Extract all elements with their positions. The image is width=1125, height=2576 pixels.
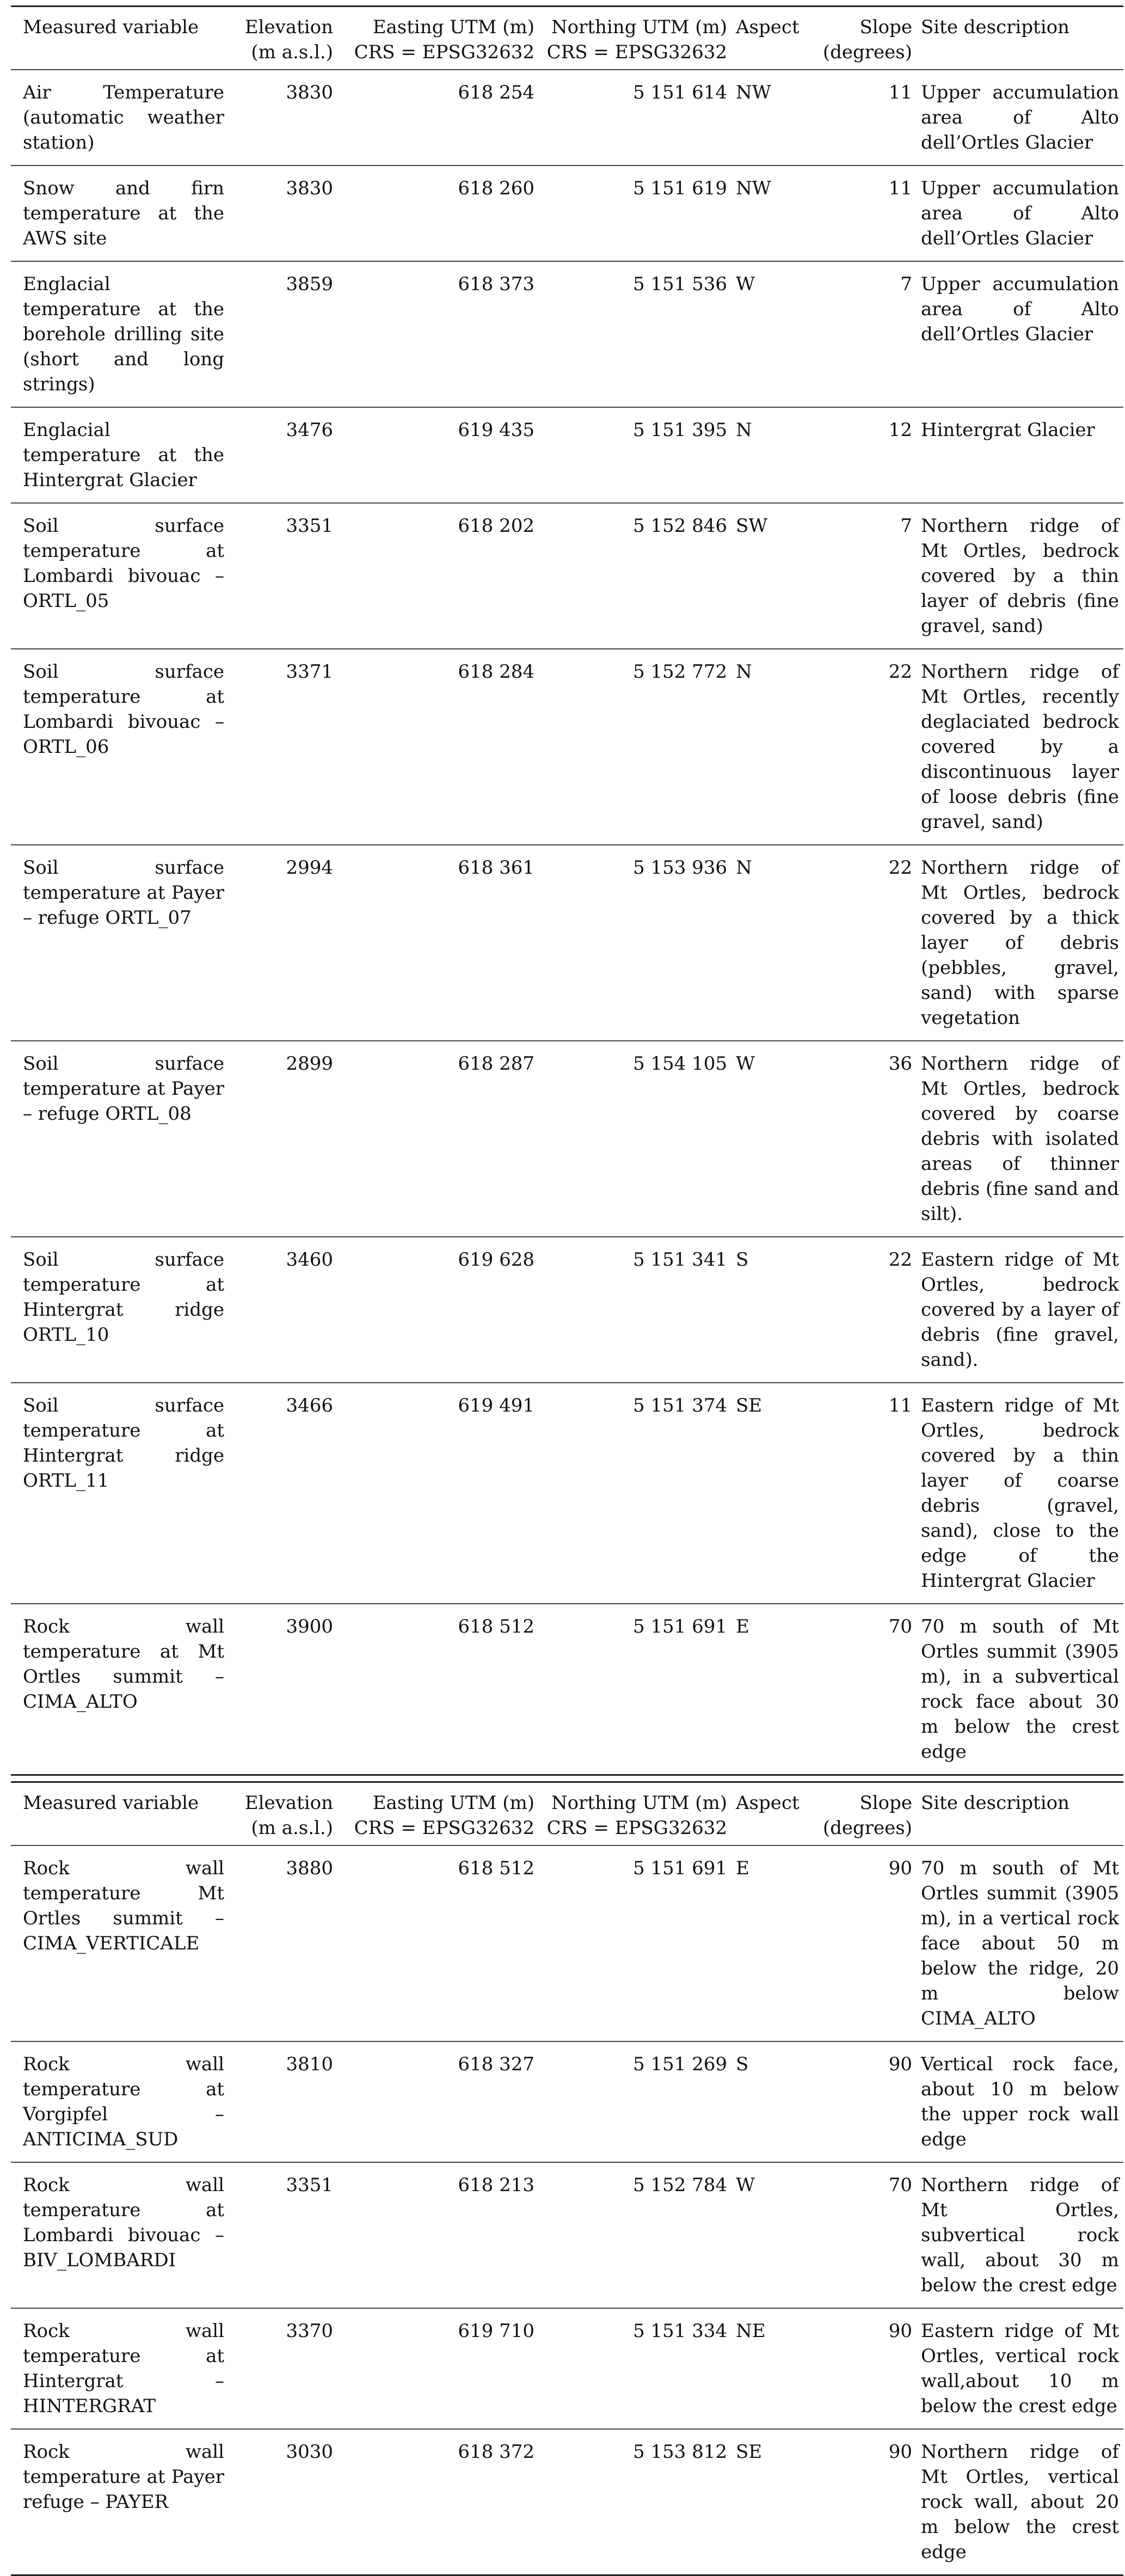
header-measured-variable: Measured variable [23,1792,199,1814]
cell-elevation: 3859 [286,273,333,295]
cell-elevation: 3460 [286,1249,333,1271]
header-elevation: Elevation (m a.s.l.) [244,16,333,63]
header-slope: Slope (degrees) [822,16,912,63]
cell-slope: 7 [900,273,912,295]
cell-easting: 619 435 [458,419,534,441]
cell-elevation: 3900 [286,1616,333,1637]
cell-measured-variable: Rock wall temperature at Mt Ortles summit – CIMA_ALTO [23,1616,224,1713]
header-northing: Northing UTM (m) CRS = EPSG32632 [546,16,727,63]
cell-site-description: Northern ridge of Mt Ortles, bedrock covered by a thick layer of debris (pebbles, gravel, sand) with sparse vegetation [921,857,1119,1029]
table-row [11,1845,1123,2041]
data-table-page [11,5,1125,2576]
cell-measured-variable: Soil surface temperature at Payer – refuge ORTL_07 [23,857,224,929]
cell-northing: 5 151 341 [632,1249,727,1271]
cell-site-description: Northern ridge of Mt Ortles, vertical rock wall, about 20 m below the crest edge [921,2441,1119,2563]
cell-slope: 70 [888,1616,912,1637]
header-slope: Slope (degrees) [822,1792,912,1839]
cell-easting: 618 512 [458,1857,534,1879]
cell-aspect: W [736,273,755,295]
cell-slope: 11 [888,82,912,103]
cell-measured-variable: Soil surface temperature at Payer – refuge ORTL_08 [23,1053,224,1125]
cell-aspect: NW [736,82,771,103]
table-row [11,165,1123,261]
cell-aspect: N [736,419,752,441]
header-aspect: Aspect [736,16,800,38]
cell-site-description: Hintergrat Glacier [921,419,1095,441]
table-row [11,261,1123,407]
cell-site-description: Upper accumulation area of Alto dell’Ortles Glacier [921,273,1119,345]
cell-northing: 5 151 374 [632,1395,727,1416]
table-row [11,2308,1123,2429]
cell-site-description: Vertical rock face, about 10 m below the upper rock wall edge [921,2053,1119,2150]
cell-measured-variable: Englacial temperature at the Hintergrat Glacier [23,419,224,491]
cell-northing: 5 151 619 [632,177,727,199]
cell-easting: 618 327 [458,2053,534,2075]
cell-slope: 7 [900,515,912,537]
header-site-description: Site description [921,16,1069,38]
cell-site-description: Northern ridge of Mt Ortles, recently deglaciated bedrock covered by a discontinuous layer of loose debris (fine gravel, sand) [921,661,1119,833]
cell-slope: 90 [888,2441,912,2463]
cell-elevation: 3830 [286,82,333,103]
header-measured-variable: Measured variable [23,16,199,38]
cell-northing: 5 153 936 [632,857,727,879]
cell-site-description: Northern ridge of Mt Ortles, subvertical rock wall, about 30 m below the crest edge [921,2174,1119,2296]
table-row [11,845,1123,1041]
table-row [11,503,1123,649]
header-easting: Easting UTM (m) CRS = EPSG32632 [354,16,534,63]
table-row [11,2429,1123,2575]
cell-aspect: NE [736,2320,766,2342]
cell-slope: 11 [888,177,912,199]
cell-elevation: 3370 [286,2320,333,2342]
cell-easting: 618 284 [458,661,534,683]
cell-site-description: 70 m south of Mt Ortles summit (3905 m), in a vertical rock face about 50 m below the ridge, 20 m below CIMA_ALTO [921,1857,1119,2029]
cell-elevation: 3030 [286,2441,333,2463]
cell-easting: 619 710 [458,2320,534,2342]
cell-northing: 5 151 334 [632,2320,727,2342]
table-row [11,649,1123,845]
cell-site-description: Northern ridge of Mt Ortles, bedrock covered by a thin layer of debris (fine gravel, sand) [921,515,1119,637]
table-row [11,1383,1123,1604]
site-table [11,5,1123,2576]
table-continuation-divider [11,1775,1123,1782]
cell-measured-variable: Rock wall temperature at Lombardi bivouac – BIV_LOMBARDI [23,2174,224,2271]
cell-slope: 70 [888,2174,912,2196]
cell-easting: 618 287 [458,1053,534,1075]
header-elevation: Elevation (m a.s.l.) [244,1792,333,1839]
table-header-row [11,7,1123,70]
cell-site-description: Northern ridge of Mt Ortles, bedrock covered by coarse debris with isolated areas of thinner debris (fine sand and silt). [921,1053,1119,1225]
cell-northing: 5 153 812 [632,2441,727,2463]
cell-northing: 5 151 614 [632,82,727,103]
cell-measured-variable: Soil surface temperature at Hintergrat ridge ORTL_10 [23,1249,224,1346]
cell-site-description: 70 m south of Mt Ortles summit (3905 m), in a subvertical rock face about 30 m below the crest edge [921,1616,1119,1763]
cell-elevation: 3371 [286,661,333,683]
cell-easting: 618 372 [458,2441,534,2463]
cell-easting: 618 512 [458,1616,534,1637]
cell-elevation: 3476 [286,419,333,441]
cell-slope: 22 [888,661,912,683]
cell-slope: 90 [888,2320,912,2342]
cell-northing: 5 151 691 [632,1857,727,1879]
cell-easting: 618 213 [458,2174,534,2196]
cell-elevation: 2994 [286,857,333,879]
cell-easting: 618 202 [458,515,534,537]
header-easting: Easting UTM (m) CRS = EPSG32632 [354,1792,534,1839]
cell-aspect: E [736,1616,749,1637]
cell-site-description: Upper accumulation area of Alto dell’Ortles Glacier [921,82,1119,154]
cell-northing: 5 151 395 [632,419,727,441]
cell-aspect: N [736,661,752,683]
cell-aspect: SE [736,1395,763,1416]
cell-measured-variable: Rock wall temperature at Hintergrat – HINTERGRAT [23,2320,224,2417]
cell-northing: 5 151 269 [632,2053,727,2075]
cell-aspect: S [736,2053,749,2075]
cell-aspect: SW [736,515,768,537]
cell-slope: 22 [888,1249,912,1271]
cell-slope: 90 [888,2053,912,2075]
cell-easting: 618 361 [458,857,534,879]
cell-aspect: S [736,1249,749,1271]
cell-elevation: 3810 [286,2053,333,2075]
cell-measured-variable: Rock wall temperature at Vorgipfel – ANTICIMA_SUD [23,2053,224,2150]
cell-elevation: 3351 [286,2174,333,2196]
cell-aspect: W [736,2174,755,2196]
cell-aspect: SE [736,2441,763,2463]
cell-measured-variable: Soil surface temperature at Lombardi bivouac – ORTL_05 [23,515,224,612]
cell-slope: 12 [888,419,912,441]
header-northing: Northing UTM (m) CRS = EPSG32632 [546,1792,727,1839]
cell-aspect: W [736,1053,755,1075]
cell-elevation: 3351 [286,515,333,537]
cell-site-description: Upper accumulation area of Alto dell’Ortles Glacier [921,177,1119,249]
cell-site-description: Eastern ridge of Mt Ortles, vertical rock wall,about 10 m below the crest edge [921,2320,1119,2417]
header-aspect: Aspect [736,1792,800,1814]
cell-elevation: 3830 [286,177,333,199]
cell-elevation: 2899 [286,1053,333,1075]
cell-slope: 90 [888,1857,912,1879]
cell-northing: 5 154 105 [632,1053,727,1075]
cell-elevation: 3880 [286,1857,333,1879]
cell-site-description: Eastern ridge of Mt Ortles, bedrock covered by a layer of debris (fine gravel, sand). [921,1249,1119,1371]
table-row [11,70,1123,165]
table-header-row-repeat [11,1782,1123,1846]
cell-easting: 618 373 [458,273,534,295]
cell-slope: 22 [888,857,912,879]
cell-measured-variable: Rock wall temperature at Payer refuge – PAYER [23,2441,224,2513]
cell-easting: 618 254 [458,82,534,103]
cell-slope: 11 [888,1395,912,1416]
cell-aspect: NW [736,177,771,199]
cell-measured-variable: Rock wall temperature Mt Ortles summit – CIMA_VERTICALE [23,1857,224,1954]
table-row [11,1041,1123,1237]
cell-site-description: Eastern ridge of Mt Ortles, bedrock covered by a thin layer of coarse debris (gravel, sand), close to the edge of the Hintergrat Glacier [921,1395,1119,1592]
cell-measured-variable: Snow and firn temperature at the AWS site [23,177,224,249]
cell-measured-variable: Englacial temperature at the borehole drilling site (short and long strings) [23,273,224,395]
table-row [11,2041,1123,2162]
cell-measured-variable: Air Temperature (automatic weather station) [23,82,224,154]
cell-measured-variable: Soil surface temperature at Lombardi bivouac – ORTL_06 [23,661,224,758]
header-site-description: Site description [921,1792,1069,1814]
cell-northing: 5 152 846 [632,515,727,537]
table-row [11,2162,1123,2308]
cell-northing: 5 152 784 [632,2174,727,2196]
cell-northing: 5 151 536 [632,273,727,295]
cell-northing: 5 151 691 [632,1616,727,1637]
table-row [11,1237,1123,1383]
table-row [11,407,1123,503]
cell-slope: 36 [888,1053,912,1075]
cell-aspect: E [736,1857,749,1879]
cell-easting: 619 628 [458,1249,534,1271]
cell-measured-variable: Soil surface temperature at Hintergrat ridge ORTL_11 [23,1395,224,1492]
cell-elevation: 3466 [286,1395,333,1416]
cell-easting: 618 260 [458,177,534,199]
cell-easting: 619 491 [458,1395,534,1416]
cell-northing: 5 152 772 [632,661,727,683]
table-row [11,1604,1123,1775]
cell-aspect: N [736,857,752,879]
